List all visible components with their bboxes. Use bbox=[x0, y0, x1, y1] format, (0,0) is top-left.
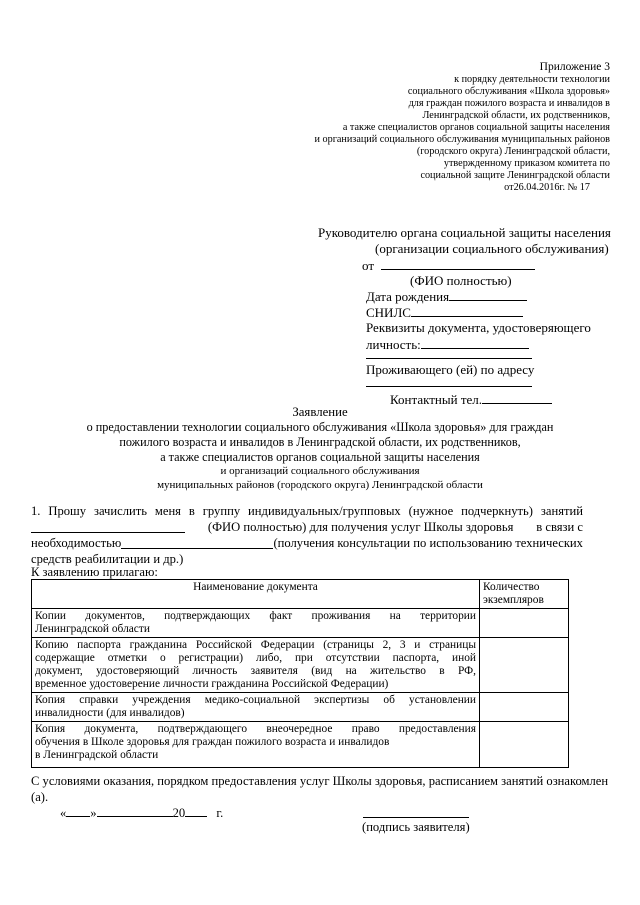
year-blank[interactable] bbox=[185, 804, 207, 817]
document-name bbox=[32, 693, 480, 722]
birth-date-field bbox=[366, 288, 527, 304]
fio-hint: (ФИО полностью) bbox=[410, 273, 512, 288]
snils-field bbox=[366, 304, 523, 320]
document-name-line: обучения в Школе здоровья для граждан пожилого возраста и инвалидов bbox=[35, 736, 390, 748]
document-name-line: Копию паспорта гражданина Российской Федерации (страницы 2, 3 и страницы bbox=[35, 639, 476, 651]
table-row bbox=[32, 722, 569, 768]
appendix-line: для граждан пожилого возраста и инвалидов в bbox=[408, 98, 610, 109]
day-blank[interactable] bbox=[66, 804, 90, 817]
date-field bbox=[60, 804, 223, 821]
statement-subtitle: а также специалистов органов социальной защиты населения bbox=[160, 450, 480, 464]
statement-subtitle: и организаций социального обслуживания bbox=[220, 465, 420, 477]
document-qty-cell[interactable] bbox=[480, 609, 569, 638]
from-label: от bbox=[362, 258, 375, 273]
addressee-to-line1: Руководителю органа социальной защиты населения bbox=[318, 225, 611, 240]
document-name-line: Копия документа, подтверждающего внеочередное право предоставления bbox=[35, 723, 476, 735]
appendix-line: а также специалистов органов социальной защиты населения bbox=[342, 122, 610, 133]
request-line4: средств реабилитации и др.) bbox=[31, 552, 184, 566]
appendix-line: (городского округа) Ленинградской области, bbox=[416, 146, 610, 157]
addressee-to-line2: (организации социального обслуживания) bbox=[375, 241, 609, 256]
necessity-label: необходимостью bbox=[31, 536, 122, 550]
year-suffix: г. bbox=[216, 806, 224, 820]
document-name bbox=[32, 609, 480, 638]
appendix-order-date: от26.04.2016г. № 17 bbox=[504, 182, 590, 193]
statement-subtitle: муниципальных районов (городского округа) Ленинградской области bbox=[157, 479, 483, 491]
date-close-quote: » bbox=[90, 806, 97, 820]
date-open-quote: « bbox=[60, 806, 67, 820]
appendix-title: Приложение 3 bbox=[539, 61, 610, 73]
statement-subtitle: о предоставлении технологии социального обслуживания «Школа здоровья» для граждан bbox=[86, 420, 554, 434]
identity-field bbox=[366, 336, 529, 352]
consent-line2: (а). bbox=[31, 790, 49, 804]
document-name bbox=[32, 638, 480, 693]
qty-header-line1: Количество bbox=[483, 581, 540, 593]
document-name-line: Копия справки учреждения медико-социальной экспертизы об установлении bbox=[35, 694, 476, 706]
necessity-hint: (получения консультации по использованию технических bbox=[273, 536, 583, 550]
from-blank[interactable] bbox=[381, 257, 535, 270]
signature-hint: (подпись заявителя) bbox=[362, 820, 470, 834]
appendix-header bbox=[315, 60, 610, 194]
signature-blank-line[interactable] bbox=[363, 817, 469, 818]
document-name-line: Копии документов, подтверждающих факт проживания на территории bbox=[35, 610, 476, 622]
document-name-line: содержащие отметки о регистрации) либо, при отсутствии паспорта, иной bbox=[35, 652, 476, 664]
column-header-name: Наименование документа bbox=[32, 580, 480, 609]
month-blank[interactable] bbox=[97, 804, 173, 817]
snils-label: СНИЛС bbox=[366, 305, 411, 320]
appendix-line: к порядку деятельности технологии bbox=[454, 74, 610, 85]
phone-label: Контактный тел. bbox=[390, 392, 483, 407]
documents-table bbox=[31, 579, 569, 768]
document-qty-cell[interactable] bbox=[480, 638, 569, 693]
qty-header-line2: экземпляров bbox=[483, 594, 544, 606]
table-row bbox=[32, 693, 569, 722]
document-name bbox=[32, 722, 480, 768]
request-fio-text: (ФИО полностью) для получения услуг Школы здоровья bbox=[207, 520, 514, 534]
identity-label: личность: bbox=[366, 337, 421, 352]
document-name-line: в Ленинградской области bbox=[35, 749, 159, 761]
statement-subtitle: пожилого возраста и инвалидов в Ленинградской области, их родственников, bbox=[119, 435, 521, 449]
snils-blank[interactable] bbox=[411, 304, 523, 317]
birth-date-label: Дата рождения bbox=[366, 289, 450, 304]
extra-blank-line[interactable] bbox=[366, 358, 532, 359]
appendix-line: утвержденному приказом комитета по bbox=[443, 158, 610, 169]
document-qty-cell[interactable] bbox=[480, 722, 569, 768]
request-line3 bbox=[31, 535, 583, 551]
year-prefix: 20 bbox=[172, 806, 186, 820]
appendix-line: социального обслуживания «Школа здоровья» bbox=[407, 86, 610, 97]
document-name-line: инвалидности (для инвалидов) bbox=[35, 707, 185, 719]
appendix-line: Ленинградской области, их родственников, bbox=[422, 110, 610, 121]
request-reason-label: в связи с bbox=[536, 520, 583, 534]
appendix-line: социальной защите Ленинградской области bbox=[420, 170, 610, 181]
from-field bbox=[362, 257, 535, 273]
request-line1: 1. Прошу зачислить меня в группу индивидуальных/групповых (нужное подчеркнуть) занятий bbox=[31, 504, 583, 518]
necessity-blank[interactable] bbox=[121, 535, 273, 549]
column-header-qty bbox=[480, 580, 569, 609]
table-row bbox=[32, 638, 569, 693]
birth-date-blank[interactable] bbox=[449, 288, 527, 301]
identity-blank[interactable] bbox=[421, 336, 529, 349]
request-line2 bbox=[31, 519, 583, 535]
identity-doc-label: Реквизиты документа, удостоверяющего bbox=[366, 320, 591, 335]
attachments-label: К заявлению прилагаю: bbox=[31, 565, 158, 579]
address-blank-line[interactable] bbox=[366, 386, 532, 387]
fio-blank[interactable] bbox=[31, 519, 185, 533]
residing-label: Проживающего (ей) по адресу bbox=[366, 362, 535, 377]
appendix-line: и организаций социального обслуживания муниципальных районов bbox=[314, 134, 610, 145]
document-name-line: временное удостоверение личности гражданина Российской Федерации) bbox=[35, 678, 389, 690]
document-qty-cell[interactable] bbox=[480, 693, 569, 722]
table-header-row bbox=[32, 580, 569, 609]
document-name-line: Ленинградской области bbox=[35, 623, 150, 635]
document-name-line: документ, удостоверяющий личность заявителя (вид на жительство в РФ, bbox=[35, 665, 476, 677]
table-row bbox=[32, 609, 569, 638]
statement-heading: Заявление bbox=[292, 405, 348, 419]
consent-line1: С условиями оказания, порядком предоставления услуг Школы здоровья, расписанием занятий ознакомлен bbox=[31, 774, 609, 788]
phone-blank[interactable] bbox=[482, 391, 552, 404]
